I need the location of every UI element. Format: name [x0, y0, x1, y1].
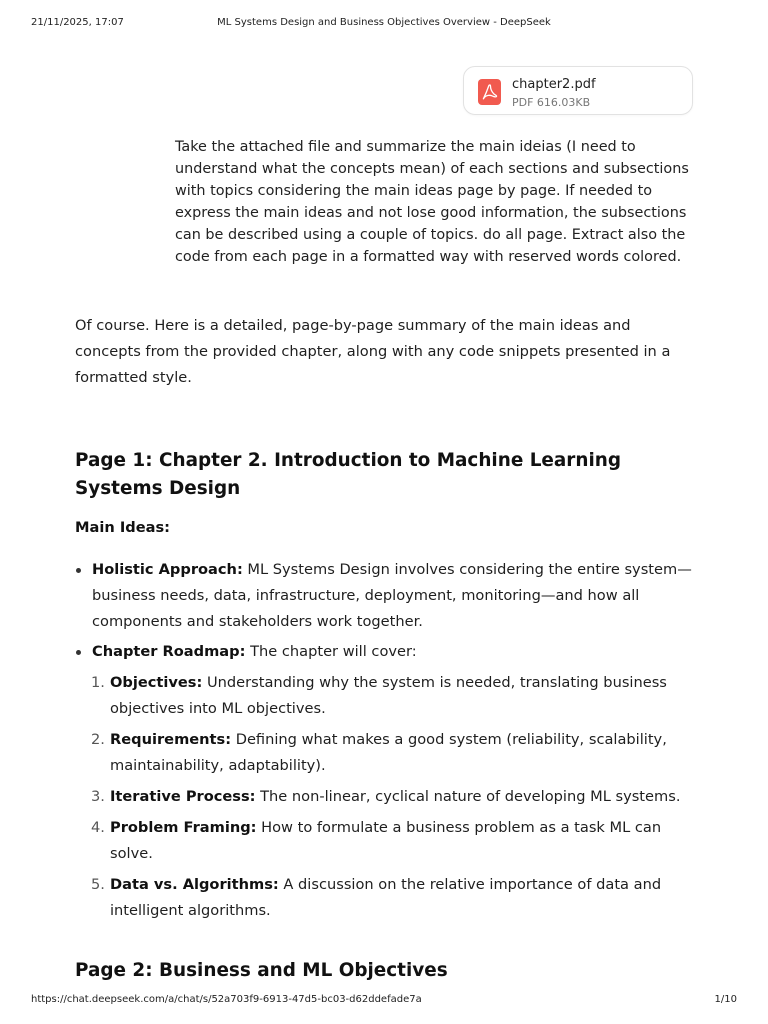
roadmap-list	[92, 670, 700, 924]
item-number: 4.	[91, 819, 105, 836]
print-page-number: 1/10	[714, 994, 737, 1005]
user-message: Take the attached file and summarize the main ideias (I need to understand what the concepts mean) of each sections and subsections with topics considering the main ideas page by page. If needed to express the main ideas and not lose good information, the subsections can be described using a couple of topics. do all page. Extract also the code from each page in a formatted way with reserved words colored.	[175, 139, 689, 265]
print-date: 21/11/2025, 17:07	[31, 17, 124, 28]
item-label: Objectives:	[110, 674, 203, 691]
item-number: 3.	[91, 788, 105, 805]
bullet-dot	[76, 650, 81, 655]
roadmap-item	[92, 872, 700, 924]
response-intro: Of course. Here is a detailed, page-by-page summary of the main ideas and concepts from the provided chapter, along with any code snippets presented in a formatted style.	[75, 317, 671, 386]
bullet-text: ML Systems Design involves considering the entire system—business needs, data, infrastructure, deployment, monitoring—and how all components and stakeholders work together.	[92, 561, 692, 630]
item-label: Iterative Process:	[110, 788, 256, 805]
main-ideas-list	[75, 557, 700, 929]
roadmap-item	[92, 784, 700, 810]
attachment-filename: chapter2.pdf	[512, 77, 596, 92]
bullet-text: The chapter will cover:	[245, 643, 417, 660]
item-text: The non-linear, cyclical nature of developing ML systems.	[255, 788, 681, 805]
bullet-label: Holistic Approach:	[92, 561, 243, 578]
pdf-file-icon	[478, 79, 501, 105]
item-text: How to formulate a business problem as a task ML can solve.	[110, 819, 662, 862]
item-number: 2.	[91, 731, 105, 748]
print-page-title: ML Systems Design and Business Objectives Overview - DeepSeek	[217, 17, 551, 28]
roadmap-item	[92, 670, 700, 722]
page2-heading: Page 2: Business and ML Objectives	[75, 960, 448, 981]
item-label: Data vs. Algorithms:	[110, 876, 279, 893]
main-ideas-label: Main Ideas:	[75, 519, 170, 536]
item-number: 1.	[91, 674, 105, 691]
item-text: Understanding why the system is needed, translating business objectives into ML objectives.	[110, 674, 667, 717]
list-item	[75, 639, 700, 924]
attachment-card[interactable]	[463, 66, 693, 115]
item-text: A discussion on the relative importance of data and intelligent algorithms.	[110, 876, 662, 919]
item-label: Problem Framing:	[110, 819, 257, 836]
roadmap-item	[92, 815, 700, 867]
item-label: Requirements:	[110, 731, 232, 748]
item-text: Defining what makes a good system (reliability, scalability, maintainability, adaptability).	[110, 731, 667, 774]
bullet-label: Chapter Roadmap:	[92, 643, 246, 660]
bullet-dot	[76, 568, 81, 573]
list-item	[75, 557, 700, 635]
item-number: 5.	[91, 876, 105, 893]
page1-heading: Page 1: Chapter 2. Introduction to Machine Learning Systems Design	[75, 450, 622, 499]
roadmap-item	[92, 727, 700, 779]
print-url: https://chat.deepseek.com/a/chat/s/52a703f9-6913-47d5-bc03-d62ddefade7a	[31, 994, 422, 1005]
attachment-meta: PDF 616.03KB	[512, 96, 591, 109]
